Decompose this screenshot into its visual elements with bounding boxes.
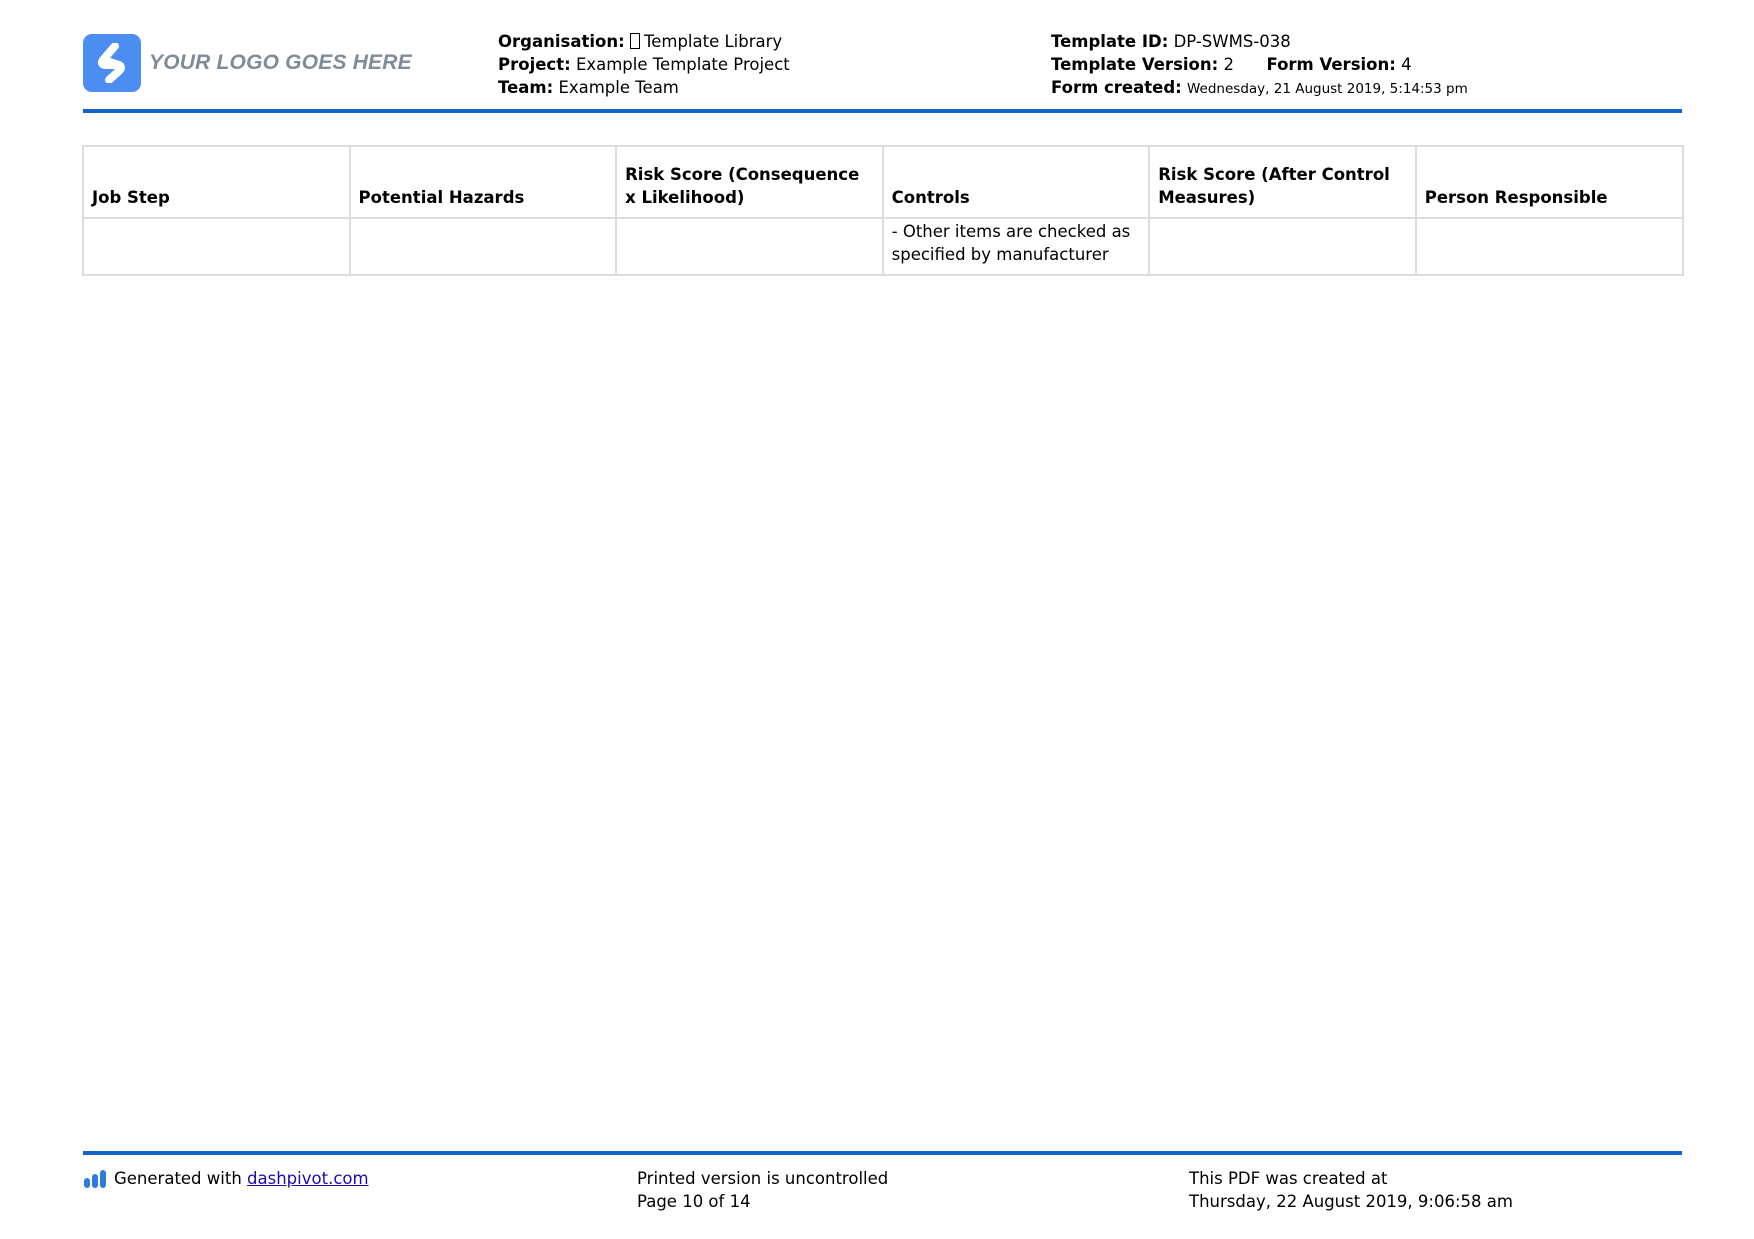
table-cell-person-responsible (1416, 218, 1683, 275)
generated-prefix: Generated with (114, 1169, 242, 1188)
header-org-info (498, 30, 790, 99)
column-header-risk-score-after: Risk Score (After Control Measures) (1149, 146, 1416, 218)
team-label: Team: (498, 78, 554, 97)
template-id-value: DP-SWMS-038 (1173, 32, 1291, 51)
table-cell-risk-score (616, 218, 883, 275)
template-id-line (1051, 30, 1468, 53)
company-logo (83, 34, 412, 92)
form-version-value: 4 (1401, 55, 1412, 74)
team-line (498, 76, 790, 99)
column-header-job-step: Job Step (83, 146, 350, 218)
table-cell-risk-score-after (1149, 218, 1416, 275)
organisation-label: Organisation: (498, 32, 625, 51)
table-cell-job-step (83, 218, 350, 275)
column-header-person-responsible: Person Responsible (1416, 146, 1683, 218)
form-created-line (1051, 76, 1468, 101)
template-version-label: Template Version: (1051, 55, 1219, 74)
footer-print-info (637, 1167, 888, 1213)
version-line (1051, 53, 1468, 76)
header-divider (83, 109, 1682, 113)
pdf-created-label: This PDF was created at (1189, 1169, 1388, 1188)
template-version-value: 2 (1223, 55, 1234, 74)
footer-divider (83, 1151, 1682, 1155)
dashpivot-icon (84, 1170, 106, 1188)
project-line (498, 53, 790, 76)
missing-glyph-icon (630, 33, 640, 49)
template-id-label: Template ID: (1051, 32, 1169, 51)
swms-table (82, 145, 1684, 276)
header-template-info (1051, 30, 1468, 101)
table-header-row (83, 146, 1683, 218)
table-cell-potential-hazards (350, 218, 617, 275)
project-value: Example Template Project (575, 55, 790, 74)
table-cell-controls: - Other items are checked as specified by manufacturer (883, 218, 1150, 275)
column-header-risk-score: Risk Score (Consequence x Likelihood) (616, 146, 883, 218)
form-created-value: Wednesday, 21 August 2019, 5:14:53 pm (1187, 81, 1468, 97)
form-created-label: Form created: (1051, 78, 1182, 97)
form-version-label: Form Version: (1266, 55, 1396, 74)
pdf-created-value: Thursday, 22 August 2019, 9:06:58 am (1189, 1192, 1513, 1211)
page-header (83, 30, 1683, 110)
organisation-line (498, 30, 790, 53)
footer-generated (84, 1167, 369, 1190)
footer-pdf-info (1189, 1167, 1513, 1213)
team-value: Example Team (558, 78, 679, 97)
column-header-potential-hazards: Potential Hazards (350, 146, 617, 218)
logo-icon (83, 34, 141, 92)
dashpivot-link[interactable]: dashpivot.com (247, 1169, 369, 1188)
column-header-controls: Controls (883, 146, 1150, 218)
logo-text: YOUR LOGO GOES HERE (149, 51, 412, 74)
project-label: Project: (498, 55, 571, 74)
page-number: Page 10 of 14 (637, 1192, 751, 1211)
organisation-value: Template Library (643, 32, 783, 51)
printed-notice: Printed version is uncontrolled (637, 1169, 889, 1188)
table-row (83, 218, 1683, 275)
